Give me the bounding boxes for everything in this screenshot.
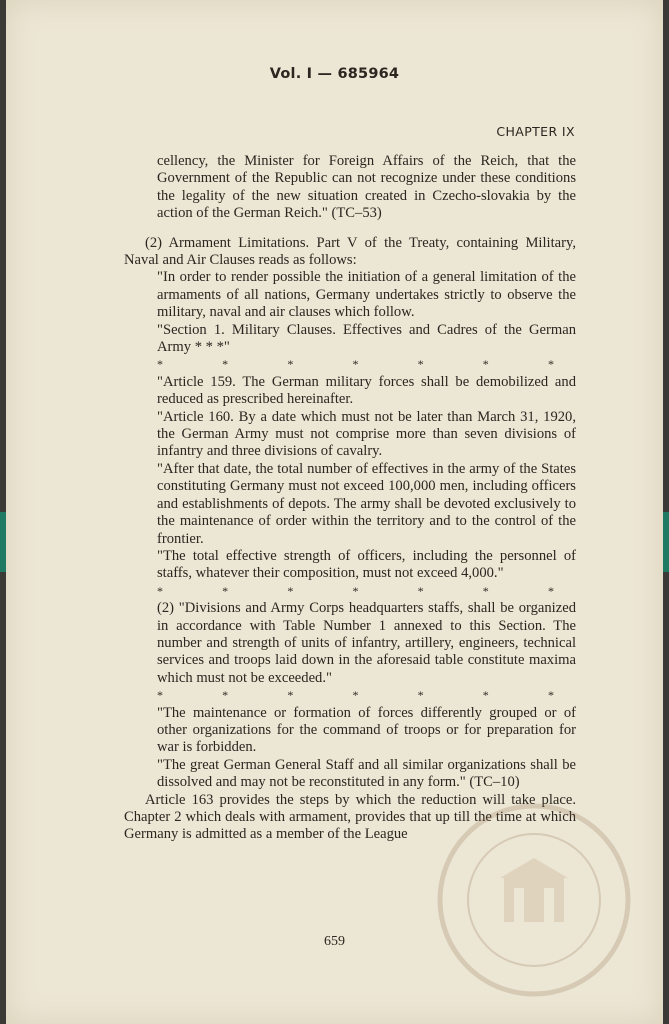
paragraph-general-staff: "The great German General Staff and all similar organizations shall be dissolved and may not be reconstituted in any form." (TC–10) bbox=[157, 756, 576, 791]
document-page bbox=[6, 0, 663, 1024]
paragraph-divisions: (2) "Divisions and Army Corps headquarters staffs, shall be organized in accordance with Table Number 1 annexed to this Section. The number and strength of units of infantry, artillery, engineers, technical services and troops laid down in the aforesaid table constitute maxima which must not be exceeded." bbox=[157, 600, 576, 686]
paragraph-article-159: "Article 159. The German military forces shall be demobilized and reduced as prescribed hereinafter. bbox=[157, 373, 576, 408]
paragraph-forbidden: "The maintenance or formation of forces differently grouped or of other organizations for the command of troops or for preparation for war is forbidden. bbox=[157, 704, 576, 756]
paragraph-article-163: Article 163 provides the steps by which the reduction will take place. Chapter 2 which deals with armament, provides that up till the time at which Germany is admitted as a member of the League bbox=[124, 791, 576, 843]
body-text bbox=[124, 153, 576, 844]
ellipsis-stars: * * * * * * * bbox=[157, 583, 554, 598]
paragraph-armament: (2) Armament Limitations. Part V of the Treaty, containing Military, Naval and Air Clauses reads as follows: bbox=[124, 234, 576, 269]
paragraph-officers: "The total effective strength of officers, including the personnel of staffs, whatever their composition, must not exceed 4,000." bbox=[157, 547, 576, 582]
ellipsis-stars: * * * * * * * bbox=[157, 357, 554, 372]
running-header: Vol. I — 685964 bbox=[269, 66, 400, 82]
paragraph-section-1: "Section 1. Military Clauses. Effectives and Cadres of the German Army * * *" bbox=[157, 321, 576, 356]
paragraph-quote-end: cellency, the Minister for Foreign Affairs of the Reich, that the Government of the Republic can not recognize under these conditions the legality of the new situation created in Czecho-slovakia by the action of the German Reich." (TC–53) bbox=[157, 153, 576, 222]
chapter-heading: CHAPTER IX bbox=[496, 124, 575, 139]
ellipsis-stars: * * * * * * * bbox=[157, 688, 554, 703]
paragraph-quote: "In order to render possible the initiation of a general limitation of the armaments of all nations, Germany undertakes strictly to observe the military, naval and air clauses which follow. bbox=[157, 269, 576, 321]
paragraph-effectives: "After that date, the total number of effectives in the army of the States constituting Germany must not exceed 100,000 men, including officers and establishments of depots. The army shall be devoted exclusively to the maintenance of order within the territory and to the control of the frontier. bbox=[157, 460, 576, 547]
paragraph-article-160: "Article 160. By a date which must not be later than March 31, 1920, the German Army must not comprise more than seven divisions of infantry and three divisions of cavalry. bbox=[157, 408, 576, 460]
page-number: 659 bbox=[324, 934, 345, 949]
scan-tab-right bbox=[663, 512, 669, 572]
